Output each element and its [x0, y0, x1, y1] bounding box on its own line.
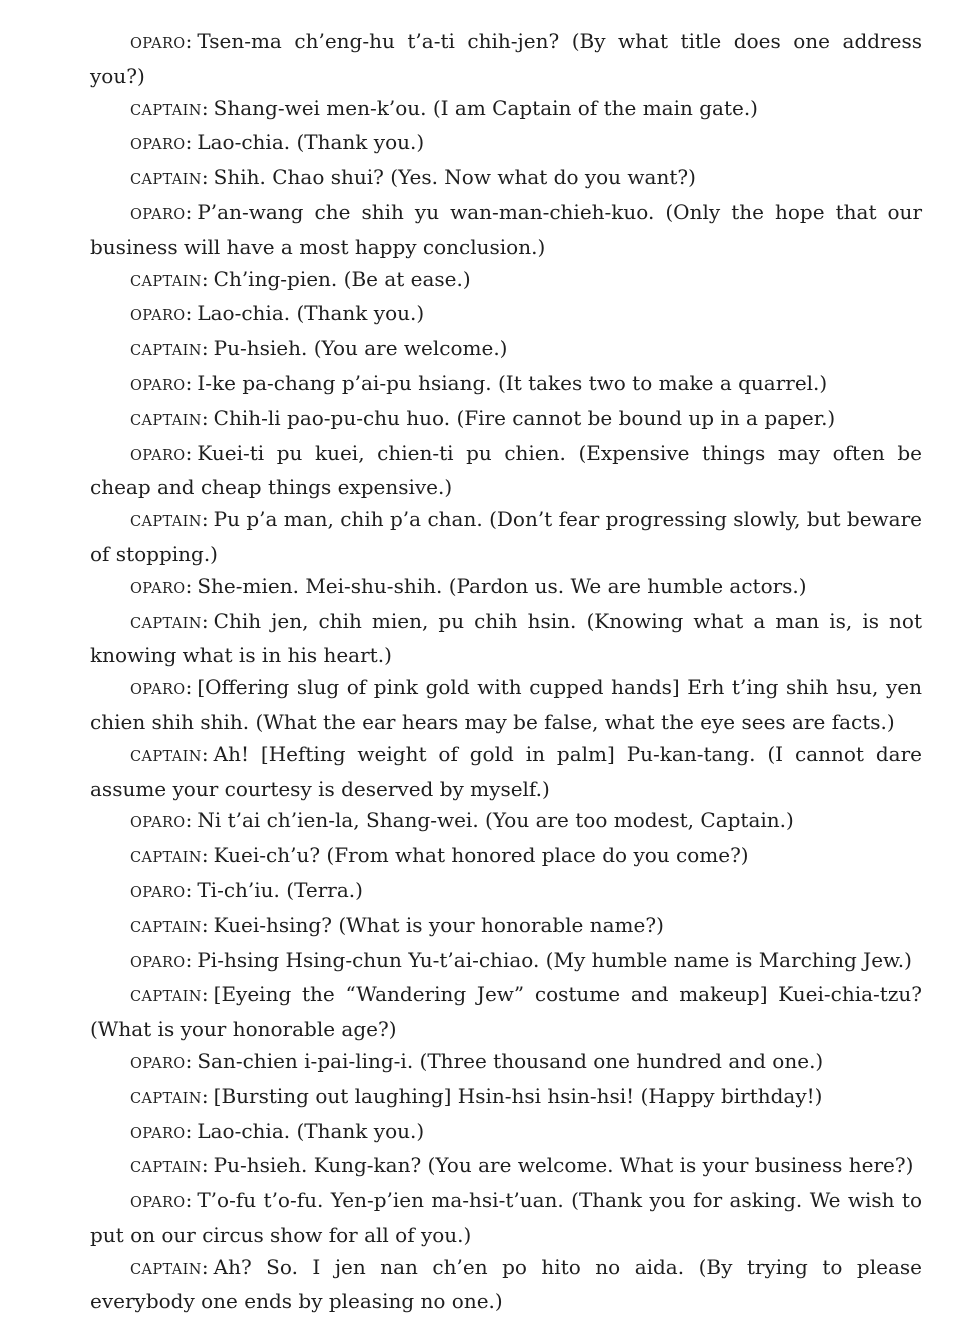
dialogue-line: CAPTAIN: Shang-wei men-k’ou. (I am Captain of the main gate.) — [130, 95, 758, 120]
dialogue-line: CAPTAIN: Pu p’a man, chih p’a chan. (Don’t fear progressing slowly, but beware of stopping.) — [90, 507, 922, 566]
dialogue-line: CAPTAIN: [Eyeing the “Wandering Jew” costume and makeup] Kuei-chia-tzu? (What is your honorable age?) — [90, 982, 922, 1042]
dialogue-text: She-mien. Mei-shu-shih. (Pardon us. We are humble actors.) — [197, 573, 807, 598]
dialogue-text: Pu p’a man, chih p’a chan. (Don’t fear progressing slowly, but beware of stopping.) — [90, 507, 922, 566]
dialogue-text: Ti-ch’iu. (Terra.) — [197, 877, 363, 902]
dialogue-text: T’o-fu t’o-fu. Yen-p’ien ma-hsi-t’uan. (Thank you for asking. We wish to put on our circus show for all of you.) — [90, 1188, 922, 1247]
dialogue-line: OPARO: T’o-fu t’o-fu. Yen-p’ien ma-hsi-t’uan. (Thank you for asking. We wish to put on our circus show for all of you.) — [90, 1188, 922, 1247]
dialogue-line: OPARO: Ni t’ai ch’ien-la, Shang-wei. (You are too modest, Captain.) — [130, 808, 794, 833]
speaker-name: CAPTAIN — [130, 102, 202, 119]
dialogue-text: Kuei-ch’u? (From what honored place do you come?) — [213, 843, 749, 868]
speaker-name: OPARO — [130, 954, 186, 971]
dialogue-text: Tsen-ma ch’eng-hu t’a-ti chih-jen? (By what title does one address you?) — [90, 29, 922, 88]
dialogue-line: CAPTAIN: Chih jen, chih mien, pu chih hsin. (Knowing what a man is, is not knowing what is in his heart.) — [90, 608, 922, 668]
speaker-name: CAPTAIN — [130, 1160, 202, 1177]
dialogue-line: OPARO: Lao-chia. (Thank you.) — [130, 1118, 425, 1143]
dialogue-line: OPARO: Ti-ch’iu. (Terra.) — [130, 877, 363, 902]
dialogue-line: CAPTAIN: Ah! [Hefting weight of gold in palm] Pu-kan-tang. (I cannot dare assume your courtesy is deserved by myself.) — [90, 741, 922, 801]
dialogue-text: Shih. Chao shui? (Yes. Now what do you want?) — [213, 165, 696, 190]
dialogue-line: CAPTAIN: Kuei-ch’u? (From what honored place do you come?) — [130, 843, 749, 868]
speaker-name: CAPTAIN — [130, 343, 202, 360]
dialogue-line: OPARO: Pi-hsing Hsing-chun Yu-t’ai-chiao. (My humble name is Marching Jew.) — [130, 947, 912, 972]
dialogue-text: Ah? So. I jen nan ch’en po hito no aida. (By trying to please everybody one ends by pleasing no one.) — [90, 1254, 922, 1314]
speaker-name: OPARO — [130, 815, 186, 832]
dialogue-text: Pi-hsing Hsing-chun Yu-t’ai-chiao. (My humble name is Marching Jew.) — [197, 947, 912, 972]
speaker-name: OPARO — [130, 884, 186, 901]
speaker-name: CAPTAIN — [130, 514, 202, 531]
dialogue-text: Lao-chia. (Thank you.) — [197, 301, 425, 326]
dialogue-text: P’an-wang che shih yu wan-man-chieh-kuo. (Only the hope that our business will have a most happy conclusion.) — [90, 199, 922, 259]
speaker-name: OPARO — [130, 447, 186, 464]
speaker-name: OPARO — [130, 137, 186, 154]
dialogue-text: [Offering slug of pink gold with cupped hands] Erh t’ing shih hsu, yen chien shih shih. (What the ear hears may be false, what the eye sees are facts.) — [90, 675, 922, 734]
dialogue-text: Kuei-ti pu kuei, chien-ti pu chien. (Expensive things may often be cheap and cheap things expensive.) — [90, 440, 922, 500]
speaker-name: OPARO — [130, 308, 186, 325]
speaker-name: CAPTAIN — [130, 273, 202, 290]
speaker-name: OPARO — [130, 36, 186, 52]
dialogue-text: I-ke pa-chang p’ai-pu hsiang. (It takes two to make a quarrel.) — [197, 370, 828, 395]
dialogue-line: CAPTAIN: Ch’ing-pien. (Be at ease.) — [130, 266, 471, 291]
dialogue-line: CAPTAIN: Shih. Chao shui? (Yes. Now what do you want?) — [130, 165, 696, 190]
speaker-name: OPARO — [130, 1125, 186, 1142]
dialogue-line: CAPTAIN: Kuei-hsing? (What is your honorable name?) — [130, 912, 664, 937]
speaker-name: OPARO — [130, 1195, 186, 1212]
dialogue-line: OPARO: San-chien i-pai-ling-i. (Three thousand one hundred and one.) — [130, 1048, 824, 1073]
dialogue-line: OPARO: Tsen-ma ch’eng-hu t’a-ti chih-jen? (By what title does one address you?) — [90, 29, 922, 88]
dialogue-line: CAPTAIN: [Bursting out laughing] Hsin-hsi hsin-hsi! (Happy birthday!) — [130, 1083, 823, 1108]
speaker-name: OPARO — [130, 206, 186, 223]
dialogue-text: Chih-li pao-pu-chu huo. (Fire cannot be bound up in a paper.) — [213, 405, 836, 430]
dialogue-text: Pu-hsieh. (You are welcome.) — [213, 336, 508, 361]
speaker-name: CAPTAIN — [130, 1261, 202, 1278]
speaker-name: CAPTAIN — [130, 1090, 202, 1107]
dialogue-text: Lao-chia. (Thank you.) — [197, 130, 425, 155]
speaker-name: OPARO — [130, 377, 186, 394]
speaker-name: CAPTAIN — [130, 748, 202, 765]
dialogue-text: San-chien i-pai-ling-i. (Three thousand one hundred and one.) — [197, 1048, 824, 1073]
dialogue-line: OPARO: Kuei-ti pu kuei, chien-ti pu chien. (Expensive things may often be cheap and cheap things expensive.) — [90, 440, 922, 500]
speaker-name: CAPTAIN — [130, 412, 202, 429]
dialogue-text: Kuei-hsing? (What is your honorable name?) — [213, 912, 664, 937]
speaker-name: CAPTAIN — [130, 615, 202, 632]
dialogue-line: OPARO: [Offering slug of pink gold with cupped hands] Erh t’ing shih hsu, yen chien shih shih. (What the ear hears may be false, what the eye sees are facts.) — [90, 675, 922, 734]
speaker-name: CAPTAIN — [130, 850, 202, 867]
speaker-name: OPARO — [130, 682, 186, 699]
dialogue-text: Shang-wei men-k’ou. (I am Captain of the main gate.) — [213, 95, 758, 120]
dialogue-text: Ah! [Hefting weight of gold in palm] Pu-kan-tang. (I cannot dare assume your courtesy is deserved by myself.) — [90, 741, 922, 801]
dialogue-line: CAPTAIN: Pu-hsieh. (You are welcome.) — [130, 336, 508, 361]
dialogue-line: OPARO: Lao-chia. (Thank you.) — [130, 301, 425, 326]
speaker-name: CAPTAIN — [130, 172, 202, 189]
dialogue-line: CAPTAIN: Ah? So. I jen nan ch’en po hito no aida. (By trying to please everybody one ends by pleasing no one.) — [90, 1254, 922, 1314]
dialogue-text: Chih jen, chih mien, pu chih hsin. (Knowing what a man is, is not knowing what is in his heart.) — [90, 608, 922, 668]
dialogue-text: Ni t’ai ch’ien-la, Shang-wei. (You are too modest, Captain.) — [197, 808, 794, 833]
dialogue-line: OPARO: She-mien. Mei-shu-shih. (Pardon us. We are humble actors.) — [130, 573, 807, 598]
speaker-name: OPARO — [130, 580, 186, 597]
dialogue-line: CAPTAIN: Pu-hsieh. Kung-kan? (You are welcome. What is your business here?) — [130, 1153, 914, 1178]
dialogue-line: OPARO: P’an-wang che shih yu wan-man-chieh-kuo. (Only the hope that our business will have a most happy conclusion.) — [90, 199, 922, 259]
dialogue-text: Pu-hsieh. Kung-kan? (You are welcome. What is your business here?) — [213, 1153, 914, 1178]
dialogue-text: Lao-chia. (Thank you.) — [197, 1118, 425, 1143]
dialogue-line: OPARO: I-ke pa-chang p’ai-pu hsiang. (It takes two to make a quarrel.) — [130, 370, 828, 395]
dialogue-text: Ch’ing-pien. (Be at ease.) — [213, 266, 471, 291]
book-page — [90, 26, 922, 1318]
dialogue-line: OPARO: Lao-chia. (Thank you.) — [130, 130, 425, 155]
dialogue-text: [Bursting out laughing] Hsin-hsi hsin-hsi! (Happy birthday!) — [213, 1083, 823, 1108]
speaker-name: OPARO — [130, 1055, 186, 1072]
speaker-name: CAPTAIN — [130, 919, 202, 936]
speaker-name: CAPTAIN — [130, 989, 202, 1006]
dialogue-text: [Eyeing the “Wandering Jew” costume and makeup] Kuei-chia-tzu? (What is your honorable age?) — [90, 982, 922, 1042]
dialogue-line: CAPTAIN: Chih-li pao-pu-chu huo. (Fire cannot be bound up in a paper.) — [130, 405, 836, 430]
